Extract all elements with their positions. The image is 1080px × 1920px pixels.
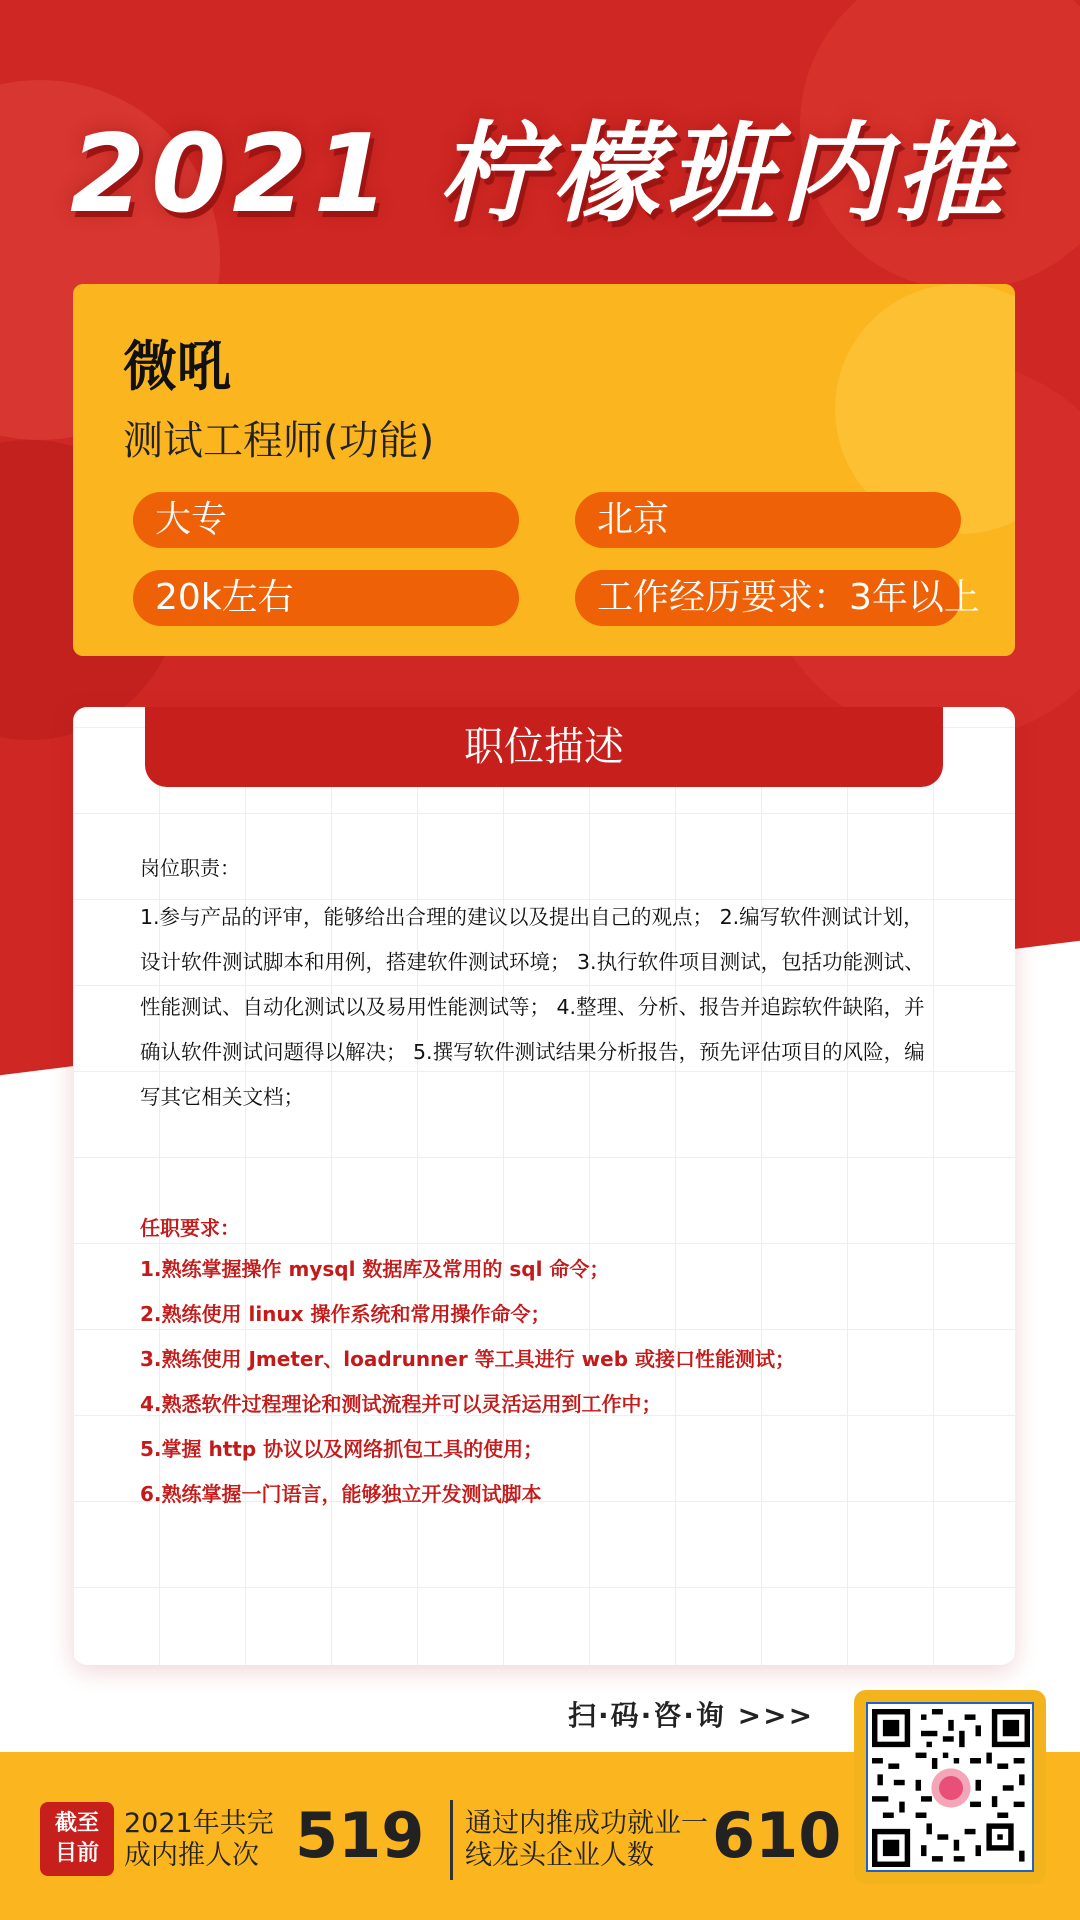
requirements-list [140, 1247, 960, 1517]
poster-headline: 2021 柠檬班内推 [70, 112, 1009, 237]
requirement-item: 6.熟练掌握一门语言，能够独立开发测试脚本 [140, 1482, 542, 1506]
requirement-item: 2.熟练使用 linux 操作系统和常用操作命令； [140, 1302, 551, 1326]
requirement-item: 3.熟练使用 Jmeter、loadrunner 等工具进行 web 或接口性能测试； [140, 1347, 795, 1371]
requirement-item: 5.掌握 http 协议以及网络抓包工具的使用； [140, 1437, 544, 1461]
tag-experience: 工作经历要求：3年以上 [575, 570, 961, 626]
badge-line: 截至 [54, 1811, 99, 1836]
duties-text: 1.参与产品的评审，能够给出合理的建议以及提出自己的观点； 2.编写软件测试计划，设计软件测试脚本和用例，搭建软件测试环境； 3.执行软件项目测试，包括功能测试、性能测试、自动化测试以及易用性能测试等； 4.整理、分析、报告并追踪软件缺陷，并确认软件测试问题得以解决； 5.撰写软件测试结果分析报告，预先评估项目的风险，编写其它相关文档； [140, 905, 925, 1109]
stat2-label: 通过内推成功就业一线龙头企业人数 [465, 1808, 708, 1871]
requirements-title: 任职要求： [140, 1216, 240, 1240]
qr-code-icon [866, 1702, 1034, 1872]
tag-salary: 20k左右 [133, 570, 519, 626]
stats-divider [450, 1800, 453, 1880]
description-tab: 职位描述 [145, 707, 943, 787]
qr-code-graphic [872, 1708, 1030, 1868]
job-position: 测试工程师(功能) [123, 418, 435, 464]
company-name: 微吼 [123, 335, 231, 398]
badge-line: 目前 [54, 1841, 99, 1866]
qr-code-frame [854, 1690, 1046, 1884]
tag-location: 北京 [575, 492, 961, 548]
job-summary-card [73, 284, 1015, 656]
job-description-card [73, 707, 1015, 1665]
as-of-badge [40, 1802, 114, 1876]
tag-education: 大专 [133, 492, 519, 548]
requirement-item: 4.熟悉软件过程理论和测试流程并可以灵活运用到工作中； [140, 1392, 662, 1416]
requirement-item: 1.熟练掌握操作 mysql 数据库及常用的 sql 命令； [140, 1257, 610, 1281]
scan-to-consult-text: 扫·码·咨·询 >>> [568, 1699, 815, 1732]
stat2-value: 610 [712, 1799, 842, 1872]
duties-title: 岗位职责： [140, 856, 240, 880]
stat1-label: 2021年共完成内推人次 [124, 1808, 274, 1871]
stat1-value: 519 [295, 1799, 425, 1872]
